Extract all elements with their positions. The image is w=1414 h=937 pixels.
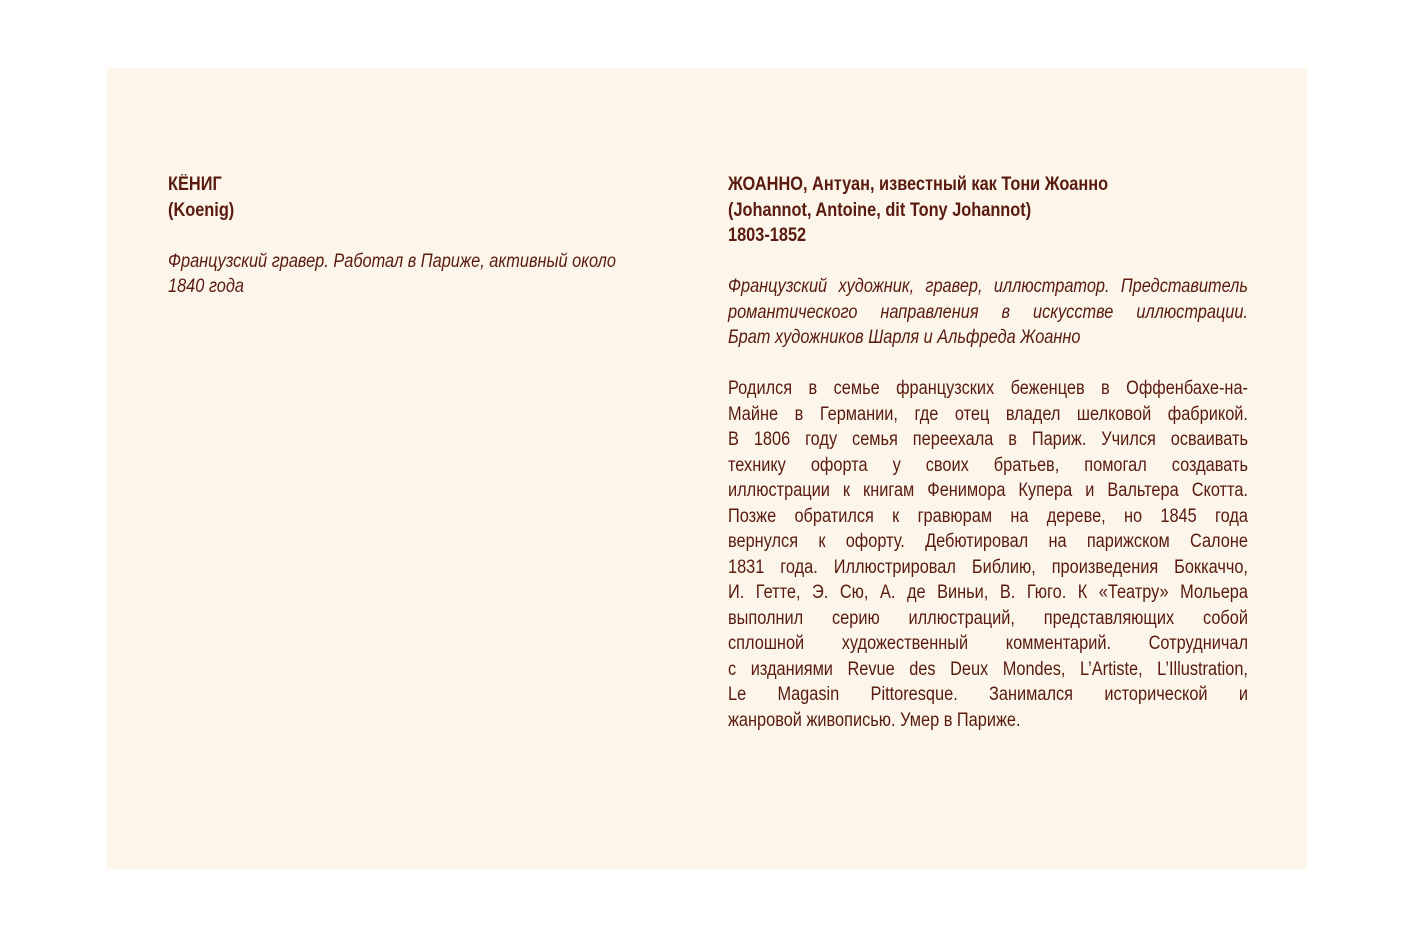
artist-biography — [728, 376, 1248, 733]
biography-line: И. Гетте, Э. Сю, А. де Виньи, В. Гюго. К «Театру» Мольера — [728, 582, 1248, 603]
description-line: 1840 года — [168, 276, 244, 297]
biography-line: Майне в Германии, где отец владел шелковой фабрикой. — [728, 403, 1248, 425]
artist-original-name: (Johannot, Antoine, dit Tony Johannot) — [728, 199, 1032, 221]
biography-line: технику офорта у своих братьев, помогал создавать — [728, 454, 1248, 476]
biography-line: 1831 года. Иллюстрировал Библию, произведения Боккаччо, — [728, 556, 1248, 578]
artist-description — [728, 274, 1248, 351]
entry-johannot — [728, 172, 1247, 733]
artist-name: ЖОАННО, Антуан, известный как Тони Жоанно — [728, 174, 1109, 195]
biography-line: сплошной художественный комментарий. Сотрудничал — [728, 633, 1248, 654]
artist-name: КЁНИГ — [168, 174, 222, 195]
description-line: Брат художников Шарля и Альфреда Жоанно — [728, 327, 1081, 348]
biography-line: Позже обратился к гравюрам на дереве, но 1845 года — [728, 505, 1248, 527]
artist-years: 1803-1852 — [728, 225, 807, 246]
description-line: Французский гравер. Работал в Париже, активный около — [168, 250, 616, 272]
description-line: романтического направления в искусстве иллюстрации. — [728, 301, 1248, 323]
artist-original-name: (Koenig) — [168, 199, 235, 221]
artist-description — [168, 249, 669, 300]
biography-line: с изданиями Revue des Deux Mondes, L’Artiste, L’Illustration, — [728, 658, 1248, 680]
biography-line: В 1806 году семья переехала в Париж. Учился осваивать — [728, 429, 1248, 450]
page-sheet — [107, 68, 1307, 869]
biography-line: Родился в семье французских беженцев в Оффенбахе-на- — [728, 378, 1248, 399]
description-line: Французский художник, гравер, иллюстратор. Представитель — [728, 276, 1248, 297]
biography-line: жанровой живописью. Умер в Париже. — [728, 709, 1021, 731]
entry-koenig — [168, 172, 668, 300]
biography-line: Le Magasin Pittoresque. Занимался исторической и — [728, 684, 1248, 705]
biography-line: выполнил серию иллюстраций, представляющих собой — [728, 607, 1248, 629]
biography-line: иллюстрации к книгам Фенимора Купера и Вальтера Скотта. — [728, 480, 1248, 501]
biography-line: вернулся к офорту. Дебютировал на парижском Салоне — [728, 531, 1248, 552]
